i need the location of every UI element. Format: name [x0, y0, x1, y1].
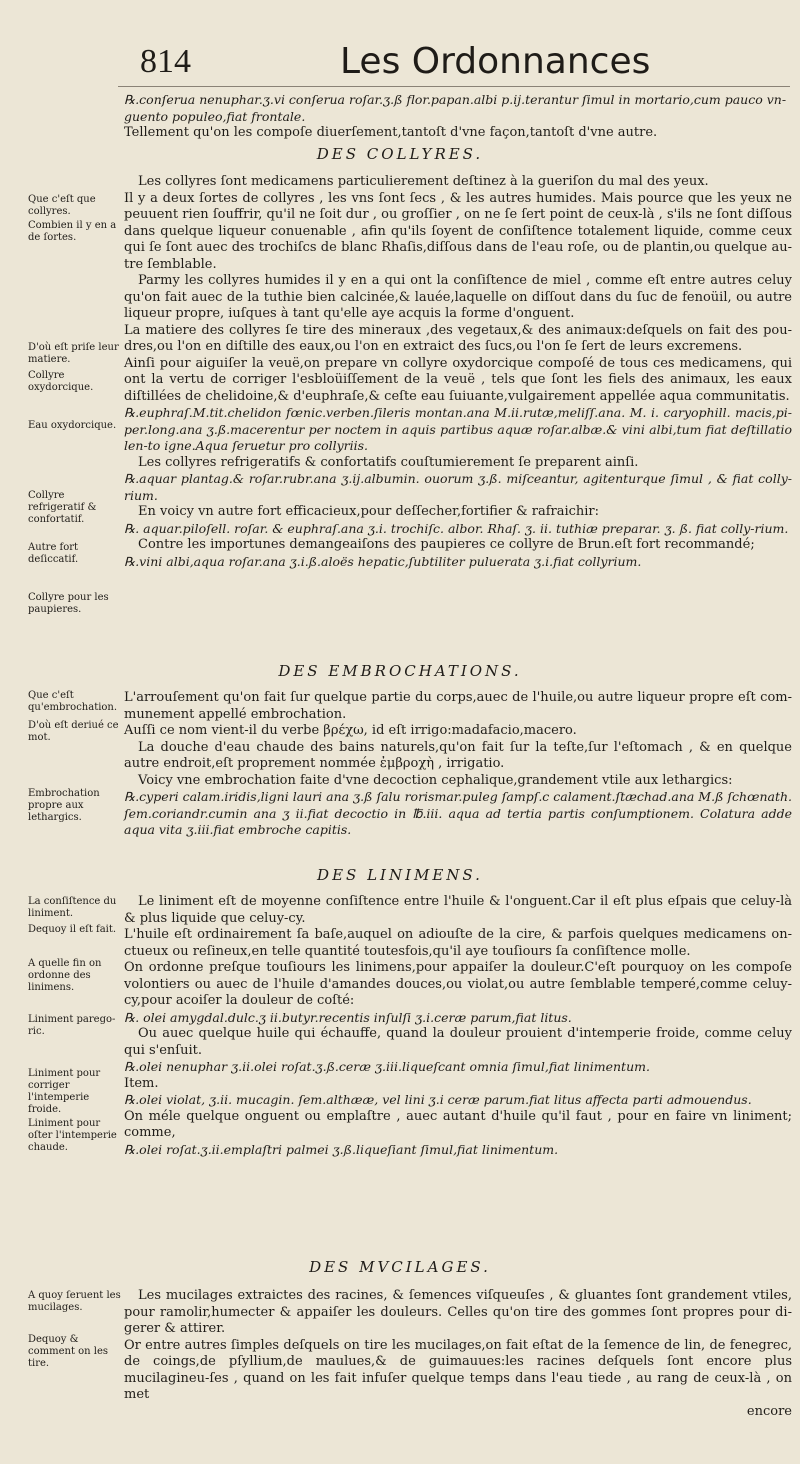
- section-embrochations: [124, 690, 792, 839]
- margin-note: Que c'eſt qu'embrochation.: [28, 690, 118, 713]
- recipe-line: ℞. aquar.piloſell. roſar. & euphraſ.ana ʒ.i. trochiſc. albor. Rhaſ. ʒ. ii. tuthiæ preparar. ʒ. ß. fiat colly-rium.: [124, 520, 789, 536]
- recipe-line: ℞.conſerua nenuphar.ʒ.vi conſerua roſar.ʒ.ß flor.papan.albi p.ij.terantur ſimul in mortario,cum pauco vn-: [124, 92, 787, 107]
- paragraph: Auſſi ce nom vient-il du verbe βρέχω, id eſt irrigo:madafacio,macero.: [124, 723, 577, 738]
- margin-note: A quelle fin on ordonne des linimens.: [28, 958, 102, 993]
- header-rule: [118, 86, 790, 87]
- margin-note: Dequoy & comment on les tire.: [28, 1334, 109, 1369]
- recipe-line: ℞.euphraſ.M.tit.chelidon fœnic.verben.ſileris montan.ana M.ii.rutæ,meliſſ.ana. M. i. caryophill. macis,pi-per.long.ana ʒ.ß.macerentur per noctem in aquis partibus aquæ roſar.albæ.& vini albi,tum fiat deſtillatio len-to igne.Aqua ſeruetur pro collyriis.: [124, 405, 792, 453]
- paragraph: La matiere des collyres ſe tire des mineraux ,des vegetaux,& des animaux:deſquels on fait des pou-dres,ou l'on en diſtille des eaux,ou l'on en extraict des ſucs,ou l'on ſe ſert de leurs excremens.: [124, 322, 792, 354]
- recipe-line: ℞. olei amygdal.dulc.ʒ ii.butyr.recentis inſulſi ʒ.i.ceræ parum,fiat litus.: [124, 1009, 572, 1025]
- catchword: encore: [746, 1403, 792, 1419]
- section-title-collyres: DES COLLYRES.: [316, 145, 484, 163]
- margin-note: A quoy ſeruent les mucilages.: [28, 1290, 121, 1313]
- paragraph: Ou auec quelque huile qui échauffe, quand la douleur prouient d'intemperie froide, comme celuy qui s'enſuit.: [124, 1026, 792, 1058]
- paragraph: Les collyres refrigeratifs & confortatifs couſtumierement ſe preparent ainſi.: [138, 454, 639, 470]
- margin-note: Dequoy il eſt fait.: [28, 924, 117, 935]
- margin-note: Autre fort deſiccatif.: [28, 542, 79, 565]
- paragraph: L'huile eſt ordinairement ſa baſe,auquel on adiouſte de la cire, & parfois quelques medicamens on-ctueux ou reſineux,en telle quantité toutesfois,qu'il aye touſiours ſa conſiſtence molle.: [124, 927, 792, 959]
- margin-note: Collyre pour les paupieres.: [28, 592, 109, 615]
- section-title-mucilages: DES MVCILAGES.: [309, 1258, 491, 1276]
- margin-note: Combien il y en a de ſortes.: [28, 220, 117, 243]
- margin-note: D'où eſt deriué ce mot.: [28, 720, 119, 743]
- margin-note: Collyre refrigeratif & confortatif.: [28, 490, 97, 525]
- margin-note: Collyre oxydorcique.: [28, 370, 94, 393]
- margin-note: Liniment pour oſter l'intemperie chaude.: [28, 1118, 117, 1153]
- margin-note: D'où eſt priſe leur matiere.: [28, 342, 119, 365]
- paragraph: Parmy les collyres humides il y en a qui ont la conſiſtence de miel , comme eſt entre autres celuy qu'on fait auec de la tuthie bien calcinée,& lauée,laquelle on diſſout dans du ſuc de fenoüil, ou autre liqueur propre, iuſques à tant qu'elle aye acquis la forme d'onguent.: [124, 273, 792, 321]
- margin-note: La conſiſtence du liniment.: [28, 896, 117, 919]
- recipe-line: ℞.cyperi calam.iridis,ligni lauri ana ʒ.ß ſalu rorismar.puleg ſampſ.c calament.ſtæchad.ana M.ß ſchœnath. ſem.coriandr.cumin ana ʒ ii.fiat decoctio in ℔.iii. aqua ad tertia partis conſumptionem. Colatura adde aqua vita ʒ.iii.fiat embroche capitis.: [124, 789, 792, 837]
- margin-note: Liniment parego-ric.: [28, 1014, 116, 1037]
- page-number: 814: [140, 43, 191, 80]
- paragraph: Il y a deux ſortes de collyres , les vns ſont ſecs , & les autres humides. Mais pource que les yeux ne peuuent rien ſouffrir, qu'il ne ſoit dur , ou groſſier , on ne ſe ſert point de ceux-là , s'ils ne ſont diſſous dans quelque liqueur conuenable , afin qu'ils ſoyent de conſiſtence totalement liquide, comme ceux qui ſe ſont auec des trochiſcs de blanc Rhaſis,diſſous dans de l'eau roſe, ou de plantin,ou quelque au-tre ſemblable.: [124, 190, 792, 272]
- section-title-linimens: DES LINIMENS.: [317, 866, 483, 884]
- paragraph: Item.: [124, 1075, 159, 1091]
- paragraph: Ainſi pour aiguiſer la veuë,on prepare vn collyre oxydorcique compoſé de tous ces medicamens, qui ont la vertu de corriger l'esbloüiſſement de la veuë , tels que ſont les fiels des animaux, les eaux diſtillées de chelidoine,& d'euphraſe,& ceſte eau ſuiuante,vulgairement appellée aqua communitatis.: [124, 355, 792, 404]
- margin-note: Eau oxydorcique.: [28, 420, 117, 431]
- paragraph: Tellement qu'on les compoſe diuerſement,tantoſt d'vne façon,tantoſt d'vne autre.: [124, 125, 658, 140]
- section-mucilages: [124, 1288, 792, 1420]
- paragraph: Les mucilages extraictes des racines, & ſemences viſqueuſes , & gluantes ſont grandement vtiles, pour ramolir,humecter & appaiſer les douleurs. Celles qu'on tire des gommes ſont propres pour di-gerer & attirer.: [124, 1288, 792, 1336]
- margin-note: Que c'eſt que collyres.: [28, 194, 96, 217]
- recipe-line: ℞.olei nenuphar ʒ.ii.olei roſat.ʒ.ß.ceræ ʒ.iii.liqueſcant omnia ſimul,fiat linimentum.: [124, 1059, 650, 1074]
- paragraph: Le liniment eſt de moyenne conſiſtence entre l'huile & l'onguent.Car il eſt plus eſpais que celuy-là & plus liquide que celuy-cy.: [124, 894, 792, 926]
- intro-block: [124, 92, 792, 142]
- recipe-line: ℞.aquar plantag.& roſar.rubr.ana ʒ.ij.albumin. ouorum ʒ.ß. miſceantur, agitenturque ſimul , & fiat colly-rium.: [124, 471, 792, 503]
- margin-note: Embrochation propre aux lethargics.: [28, 788, 100, 823]
- page-header: [0, 42, 800, 90]
- section-collyres: [124, 174, 792, 570]
- recipe-line: ℞.olei violat, ʒ.ii. mucagin. ſem.althææ, vel lini ʒ.i ceræ parum.fiat litus affecta parti admouendus.: [124, 1092, 752, 1107]
- paragraph: On ordonne preſque touſiours les linimens,pour appaiſer la douleur.C'eſt pourquoy on les compoſe volontiers ou auec de l'huile d'amandes douces,ou violat,ou autre ſemblable temperé,comme celuy-cy,pour acoiſer la douleur de coſté:: [124, 960, 792, 1008]
- recipe-line: guento populeo,fiat frontale.: [124, 108, 306, 124]
- margin-note: Liniment pour corriger l'intemperie froide.: [28, 1068, 101, 1115]
- paragraph: On méle quelque onguent ou emplaſtre , auec autant d'huile qu'il faut , pour en faire vn liniment; comme,: [124, 1108, 792, 1140]
- section-title-embrochations: DES EMBROCHATIONS.: [278, 662, 522, 680]
- paragraph: L'arrouſement qu'on fait ſur quelque partie du corps,auec de l'huile,ou autre liqueur propre eſt com-munement appellé embrochation.: [124, 690, 792, 722]
- recipe-line: ℞.vini albi,aqua roſar.ana ʒ.i.ß.aloës hepatic,ſubtiliter puluerata ʒ.i.fiat collyrium.: [124, 553, 642, 569]
- paragraph: Contre les importunes demangeaiſons des paupieres ce collyre de Brun.eſt fort recommandé;: [138, 537, 755, 552]
- paragraph: La douche d'eau chaude des bains naturels,qu'on fait ſur la teſte,ſur l'eſtomach , & en quelque autre endroit,eſt proprement nommée ἐμβροχὴ , irrigatio.: [124, 739, 792, 771]
- paragraph: Or entre autres ſimples deſquels on tire les mucilages,on fait eſtat de la ſemence de lin, de fenegrec, de coings,de pſyllium,de maulues,& de guimauues:les racines deſquels ſont encore plus mucilagineu-ſes , quand on les fait infuſer quelque temps dans l'eau tiede , au rang de ceux-là , on met: [124, 1337, 792, 1402]
- running-title: Les Ordonnances: [340, 41, 651, 82]
- paragraph: En voicy vn autre fort efficacieux,pour deſſecher,fortifier & rafraichir:: [138, 504, 600, 519]
- recipe-line: ℞.olei roſat.ʒ.ii.emplaſtri palmei ʒ.ß.liqueſiant ſimul,fiat linimentum.: [124, 1141, 559, 1157]
- section-linimens: [124, 894, 792, 1158]
- paragraph: Les collyres ſont medicamens particulierement deſtinez à la gueriſon du mal des yeux.: [138, 174, 709, 189]
- paragraph: Voicy vne embrochation faite d'vne decoction cephalique,grandement vtile aux lethargics:: [138, 772, 733, 788]
